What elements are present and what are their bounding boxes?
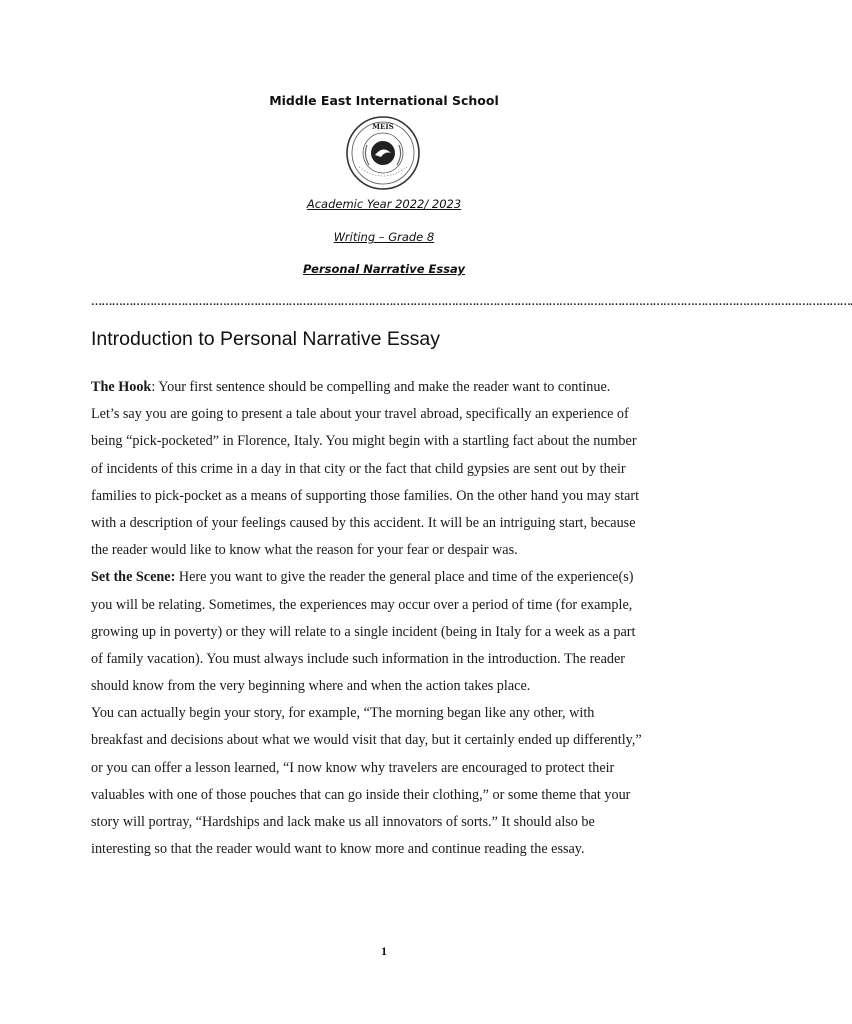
hook-label: The Hook (91, 379, 152, 395)
hook-line: families to pick-pocket as a means of supporting those families. On the other hand you may start (91, 487, 640, 504)
story-line: breakfast and decisions about what we would visit that day, but it certainly ended up differently,” (91, 732, 642, 749)
hook-line: Let’s say you are going to present a tale about your travel abroad, specifically an experience of (91, 406, 629, 423)
svg-text:MEIS: MEIS (372, 122, 394, 131)
scene-line: growing up in poverty) or they will relate to a single incident (being in Italy for a week as a part (91, 623, 636, 640)
dotted-separator: …………………………………………………………………………………………………………………………………………………………………………………………………. (91, 296, 852, 308)
topic-title: Personal Narrative Essay (303, 262, 465, 276)
subject-grade: Writing – Grade 8 (333, 230, 435, 244)
hook-line: of incidents of this crime in a day in that city or the fact that child gypsies are sent out by their (91, 460, 626, 477)
scene-label: Set the Scene: (91, 569, 176, 586)
story-line: or you can offer a lesson learned, “I now know why travelers are encouraged to protect their (91, 759, 615, 776)
hook-line: with a description of your feelings caused by this accident. It will be an intriguing start, because (91, 514, 636, 531)
scene-line: Set the Scene: Here you want to give the reader the general place and time of the experience(s) (91, 569, 634, 586)
scene-line: of family vacation). You must always include such information in the introduction. The reader (91, 650, 626, 667)
body-text (91, 374, 681, 863)
academic-year: Academic Year 2022/ 2023 (306, 197, 462, 211)
hook-line: The Hook: Your first sentence should be compelling and make the reader want to continue. (91, 379, 611, 395)
school-name: Middle East International School (269, 93, 499, 108)
page-number: 1 (381, 944, 387, 958)
section-heading: Introduction to Personal Narrative Essay (91, 328, 441, 350)
school-seal-logo (345, 115, 421, 191)
scene-line: should know from the very beginning where and when the action takes place. (91, 678, 531, 695)
story-line: story will portray, “Hardships and lack make us all innovators of sorts.” It should also be (91, 814, 595, 830)
story-line: valuables with one of those pouches that can go inside their clothing,” or some theme that your (91, 786, 631, 803)
story-line: You can actually begin your story, for example, “The morning began like any other, with (91, 705, 595, 722)
hook-line: the reader would like to know what the reason for your fear or despair was. (91, 542, 518, 559)
hook-line: being “pick-pocketed” in Florence, Italy. You might begin with a startling fact about the number (91, 433, 637, 450)
scene-line: you will be relating. Sometimes, the experiences may occur over a period of time (for example, (91, 596, 633, 613)
story-line: interesting so that the reader would want to know more and continue reading the essay. (91, 841, 585, 858)
